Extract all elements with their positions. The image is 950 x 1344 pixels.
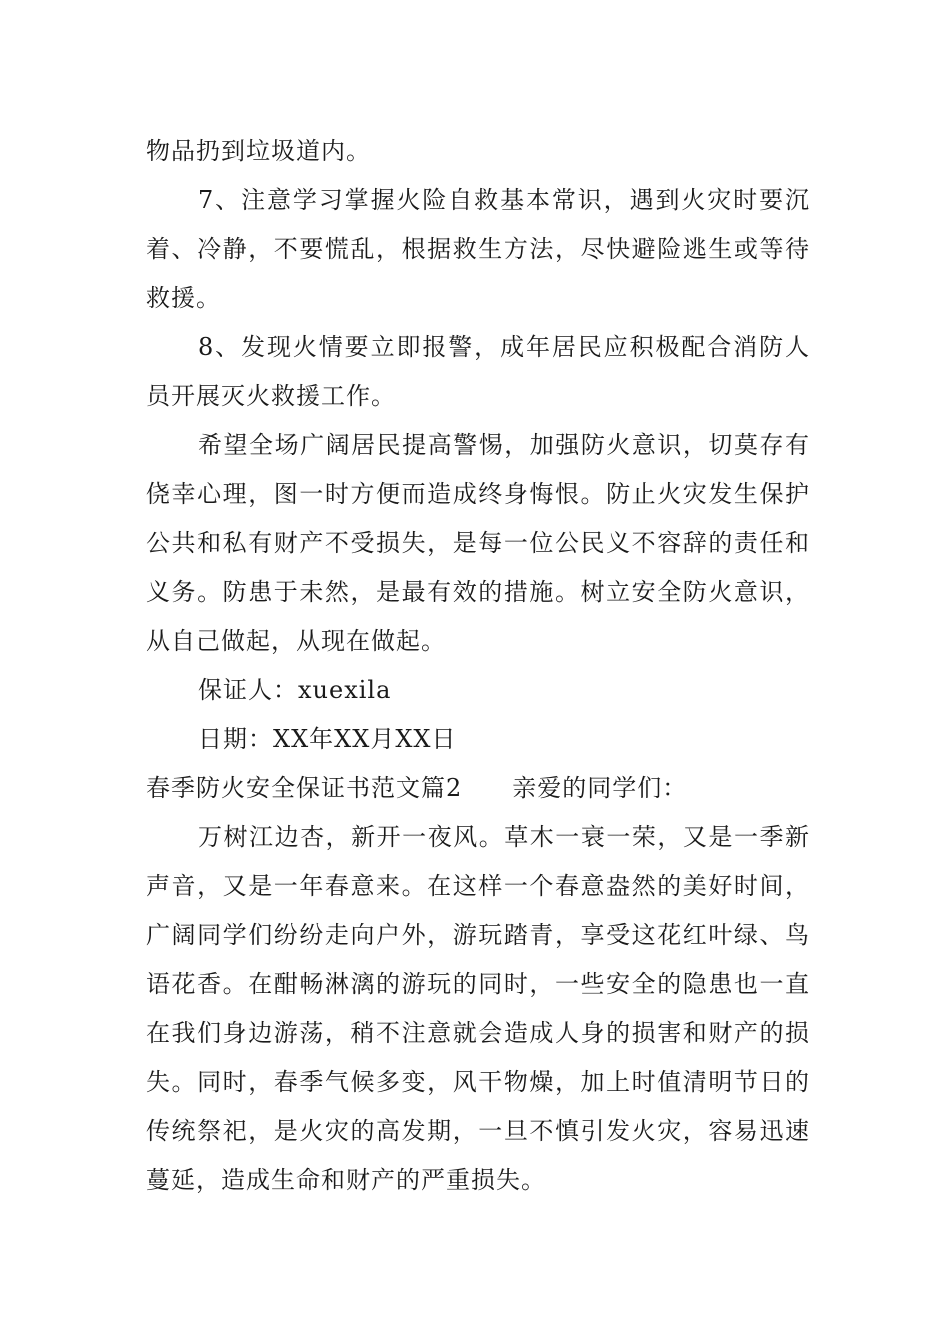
date-line: 日期：XX年XX月XX日 bbox=[198, 725, 457, 753]
paragraph-item-8: 8、发现火情要立即报警，成年居民应积极配合消防人员开展灭火救援工作。 bbox=[146, 333, 810, 410]
paragraph-item-7: 7、注意学习掌握火险自救基本常识，遇到火灾时要沉着、冷静，不要慌乱，根据救生方法，尽快避险逃生或等待救援。 bbox=[146, 186, 810, 312]
paragraph-continuation: 物品扔到垃圾道内。 bbox=[146, 137, 371, 165]
section-heading: 春季防火安全保证书范文篇2 亲爱的同学们： bbox=[146, 774, 688, 802]
document-body bbox=[146, 127, 810, 1205]
guarantor-line: 保证人：xuexila bbox=[198, 676, 392, 704]
paragraph-spring-intro: 万树江边杏，新开一夜风。草木一衰一荣，又是一季新声音，又是一年春意来。在这样一个春意盎然的美好时间，广阔同学们纷纷走向户外，游玩踏青，享受这花红叶绿、鸟语花香。在酣畅淋漓的游玩的同时，一些安全的隐患也一直在我们身边游荡，稍不注意就会造成人身的损害和财产的损失。同时，春季气候多变，风干物燥，加上时值清明节日的传统祭祀，是火灾的高发期，一旦不慎引发火灾，容易迅速蔓延，造成生命和财产的严重损失。 bbox=[146, 823, 810, 1194]
paragraph-appeal: 希望全场广阔居民提高警惕，加强防火意识，切莫存有侥幸心理，图一时方便而造成终身悔恨。防止火灾发生保护公共和私有财产不受损失，是每一位公民义不容辞的责任和义务。防患于未然，是最有效的措施。树立安全防火意识，从自己做起，从现在做起。 bbox=[146, 431, 810, 655]
